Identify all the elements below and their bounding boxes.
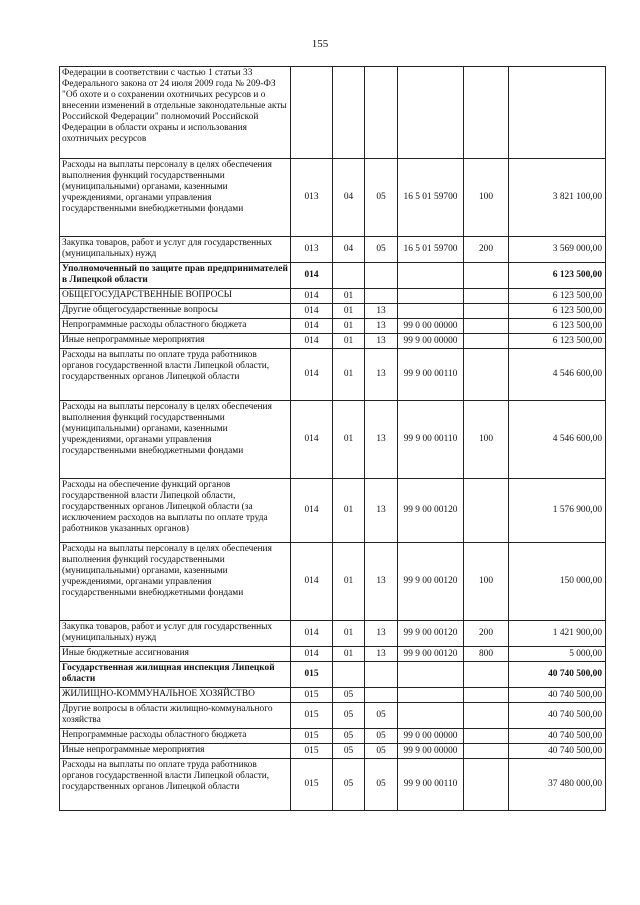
cell-amount: 40 740 500,00: [509, 744, 606, 759]
cell-amount: [509, 67, 606, 159]
cell-expense-type: [464, 304, 509, 319]
table-row: [60, 729, 606, 744]
cell-subsection: [365, 263, 398, 289]
page-number: 155: [311, 38, 329, 50]
cell-expense-type: [464, 759, 509, 811]
table-row: [60, 304, 606, 319]
cell-name: Другие общегосударственные вопросы: [60, 304, 291, 319]
cell-amount: 40 740 500,00: [509, 662, 606, 688]
cell-grbs: 014: [291, 543, 333, 621]
cell-section: [333, 67, 365, 159]
cell-expense-type: [464, 729, 509, 744]
cell-name: ОБЩЕГОСУДАРСТВЕННЫЕ ВОПРОСЫ: [60, 289, 291, 304]
cell-grbs: 014: [291, 263, 333, 289]
cell-subsection: 13: [365, 543, 398, 621]
cell-grbs: 015: [291, 688, 333, 703]
cell-section: 01: [333, 621, 365, 647]
cell-name: Непрограммные расходы областного бюджета: [60, 729, 291, 744]
cell-name: Расходы на выплаты по оплате труда работников органов государственной власти Липецкой области, государственных органов Липецкой области: [60, 349, 291, 401]
cell-name: ЖИЛИЩНО-КОММУНАЛЬНОЕ ХОЗЯЙСТВО: [60, 688, 291, 703]
cell-expense-type: [464, 319, 509, 334]
cell-expense-type: [464, 334, 509, 349]
cell-section: 05: [333, 759, 365, 811]
cell-name: Другие вопросы в области жилищно-коммунального хозяйства: [60, 703, 291, 729]
cell-target-article: 99 9 00 00110: [398, 349, 464, 401]
cell-amount: 6 123 500,00: [509, 263, 606, 289]
cell-name: Расходы на выплаты персоналу в целях обеспечения выполнения функций государственными (муниципальными) органами, казенными учреждениями, органами управления государственными внебюджетными фондами: [60, 159, 291, 237]
cell-amount: 5 000,00: [509, 647, 606, 662]
table-row: [60, 334, 606, 349]
cell-target-article: 99 9 00 00120: [398, 479, 464, 543]
cell-name: Расходы на выплаты персоналу в целях обеспечения выполнения функций государственными (муниципальными) органами, казенными учреждениями, органами управления государственными внебюджетными фондами: [60, 401, 291, 479]
cell-expense-type: [464, 744, 509, 759]
cell-subsection: 05: [365, 703, 398, 729]
cell-amount: 3 821 100,00: [509, 159, 606, 237]
table-row: [60, 349, 606, 401]
cell-grbs: 014: [291, 319, 333, 334]
table-row: [60, 289, 606, 304]
cell-target-article: 99 9 00 00120: [398, 647, 464, 662]
cell-expense-type: [464, 263, 509, 289]
cell-expense-type: 800: [464, 647, 509, 662]
cell-name: Иные непрограммные мероприятия: [60, 744, 291, 759]
cell-target-article: [398, 304, 464, 319]
table-row: [60, 543, 606, 621]
cell-subsection: 13: [365, 319, 398, 334]
cell-target-article: [398, 688, 464, 703]
cell-name: Федерации в соответствии с частью 1 статьи 33 Федерального закона от 24 июля 2009 года № 209-ФЗ "Об охоте и о сохранении охотничьих ресурсов и о внесении изменений в отдельные законодательные акты Российской Федерации" полномочий Российской Федерации в области охраны и использования охотничьих ресурсов: [60, 67, 291, 159]
cell-subsection: 13: [365, 334, 398, 349]
table-row: [60, 662, 606, 688]
cell-expense-type: [464, 289, 509, 304]
cell-amount: 6 123 500,00: [509, 334, 606, 349]
cell-amount: 6 123 500,00: [509, 289, 606, 304]
cell-grbs: 015: [291, 662, 333, 688]
cell-subsection: [365, 289, 398, 304]
cell-expense-type: 100: [464, 543, 509, 621]
cell-grbs: 014: [291, 334, 333, 349]
table-row: [60, 263, 606, 289]
cell-subsection: 05: [365, 159, 398, 237]
cell-section: 01: [333, 349, 365, 401]
cell-section: 01: [333, 647, 365, 662]
cell-target-article: 16 5 01 59700: [398, 237, 464, 263]
cell-expense-type: [464, 703, 509, 729]
cell-subsection: [365, 662, 398, 688]
cell-amount: 40 740 500,00: [509, 688, 606, 703]
cell-subsection: 05: [365, 744, 398, 759]
cell-expense-type: [464, 479, 509, 543]
cell-name: Расходы на выплаты по оплате труда работников органов государственной власти Липецкой области, государственных органов Липецкой области: [60, 759, 291, 811]
cell-subsection: 05: [365, 237, 398, 263]
cell-grbs: 014: [291, 349, 333, 401]
cell-target-article: 99 9 00 00000: [398, 744, 464, 759]
table-row: [60, 479, 606, 543]
cell-grbs: 013: [291, 159, 333, 237]
cell-amount: 4 546 600,00: [509, 401, 606, 479]
cell-target-article: 99 9 00 00110: [398, 759, 464, 811]
cell-name: Расходы на выплаты персоналу в целях обеспечения выполнения функций государственными (муниципальными) органами, казенными учреждениями, органами управления государственными внебюджетными фондами: [60, 543, 291, 621]
cell-subsection: 13: [365, 647, 398, 662]
cell-section: 01: [333, 334, 365, 349]
cell-section: 01: [333, 401, 365, 479]
cell-grbs: 015: [291, 744, 333, 759]
cell-grbs: 015: [291, 759, 333, 811]
cell-subsection: 13: [365, 349, 398, 401]
cell-grbs: 015: [291, 729, 333, 744]
cell-target-article: 99 0 00 00000: [398, 729, 464, 744]
cell-name: Непрограммные расходы областного бюджета: [60, 319, 291, 334]
table-row: [60, 319, 606, 334]
cell-target-article: [398, 67, 464, 159]
cell-grbs: 014: [291, 479, 333, 543]
cell-section: 01: [333, 289, 365, 304]
cell-grbs: 014: [291, 647, 333, 662]
cell-target-article: [398, 662, 464, 688]
cell-name: Закупка товаров, работ и услуг для государственных (муниципальных) нужд: [60, 237, 291, 263]
table-row: [60, 159, 606, 237]
cell-amount: 40 740 500,00: [509, 729, 606, 744]
cell-section: 01: [333, 543, 365, 621]
cell-amount: 6 123 500,00: [509, 319, 606, 334]
table-row: [60, 621, 606, 647]
cell-subsection: 13: [365, 304, 398, 319]
table-row: [60, 401, 606, 479]
cell-grbs: 013: [291, 237, 333, 263]
cell-amount: 37 480 000,00: [509, 759, 606, 811]
cell-section: [333, 662, 365, 688]
cell-subsection: 13: [365, 621, 398, 647]
cell-target-article: [398, 289, 464, 304]
table-row: [60, 237, 606, 263]
cell-section: [333, 263, 365, 289]
cell-target-article: 99 0 00 00000: [398, 319, 464, 334]
cell-amount: 6 123 500,00: [509, 304, 606, 319]
table-row: [60, 759, 606, 811]
table-row: [60, 703, 606, 729]
cell-section: 01: [333, 479, 365, 543]
cell-target-article: [398, 703, 464, 729]
cell-amount: 1 421 900,00: [509, 621, 606, 647]
cell-section: 05: [333, 703, 365, 729]
cell-grbs: 014: [291, 621, 333, 647]
cell-section: 04: [333, 159, 365, 237]
cell-expense-type: [464, 67, 509, 159]
cell-section: 01: [333, 319, 365, 334]
table-row: [60, 647, 606, 662]
cell-expense-type: 200: [464, 237, 509, 263]
cell-target-article: 99 9 00 00110: [398, 401, 464, 479]
cell-name: Государственная жилищная инспекция Липецкой области: [60, 662, 291, 688]
table-row: [60, 67, 606, 159]
cell-amount: 4 546 600,00: [509, 349, 606, 401]
cell-expense-type: 200: [464, 621, 509, 647]
table-row: [60, 688, 606, 703]
cell-name: Уполномоченный по защите прав предпринимателей в Липецкой области: [60, 263, 291, 289]
cell-name: Иные непрограммные мероприятия: [60, 334, 291, 349]
cell-name: Иные бюджетные ассигнования: [60, 647, 291, 662]
cell-grbs: 015: [291, 703, 333, 729]
cell-expense-type: 100: [464, 401, 509, 479]
cell-subsection: [365, 688, 398, 703]
cell-section: 04: [333, 237, 365, 263]
cell-subsection: [365, 67, 398, 159]
budget-table: [59, 66, 606, 811]
cell-amount: 1 576 900,00: [509, 479, 606, 543]
cell-grbs: [291, 67, 333, 159]
cell-grbs: 014: [291, 289, 333, 304]
cell-target-article: [398, 263, 464, 289]
cell-subsection: 05: [365, 759, 398, 811]
cell-target-article: 99 9 00 00120: [398, 543, 464, 621]
cell-grbs: 014: [291, 401, 333, 479]
cell-amount: 40 740 500,00: [509, 703, 606, 729]
cell-expense-type: [464, 662, 509, 688]
cell-name: Закупка товаров, работ и услуг для государственных (муниципальных) нужд: [60, 621, 291, 647]
cell-name: Расходы на обеспечение функций органов государственной власти Липецкой области, государственных органов Липецкой области (за исключением расходов на выплаты по оплате труда работников указанных органов): [60, 479, 291, 543]
cell-subsection: 13: [365, 479, 398, 543]
cell-section: 05: [333, 688, 365, 703]
cell-expense-type: 100: [464, 159, 509, 237]
cell-target-article: 99 9 00 00000: [398, 334, 464, 349]
cell-target-article: 99 9 00 00120: [398, 621, 464, 647]
cell-section: 01: [333, 304, 365, 319]
budget-table-body: [60, 67, 606, 811]
cell-section: 05: [333, 744, 365, 759]
cell-expense-type: [464, 349, 509, 401]
cell-section: 05: [333, 729, 365, 744]
cell-amount: 150 000,00: [509, 543, 606, 621]
table-row: [60, 744, 606, 759]
cell-expense-type: [464, 688, 509, 703]
cell-amount: 3 569 000,00: [509, 237, 606, 263]
cell-grbs: 014: [291, 304, 333, 319]
cell-subsection: 13: [365, 401, 398, 479]
cell-subsection: 05: [365, 729, 398, 744]
cell-target-article: 16 5 01 59700: [398, 159, 464, 237]
